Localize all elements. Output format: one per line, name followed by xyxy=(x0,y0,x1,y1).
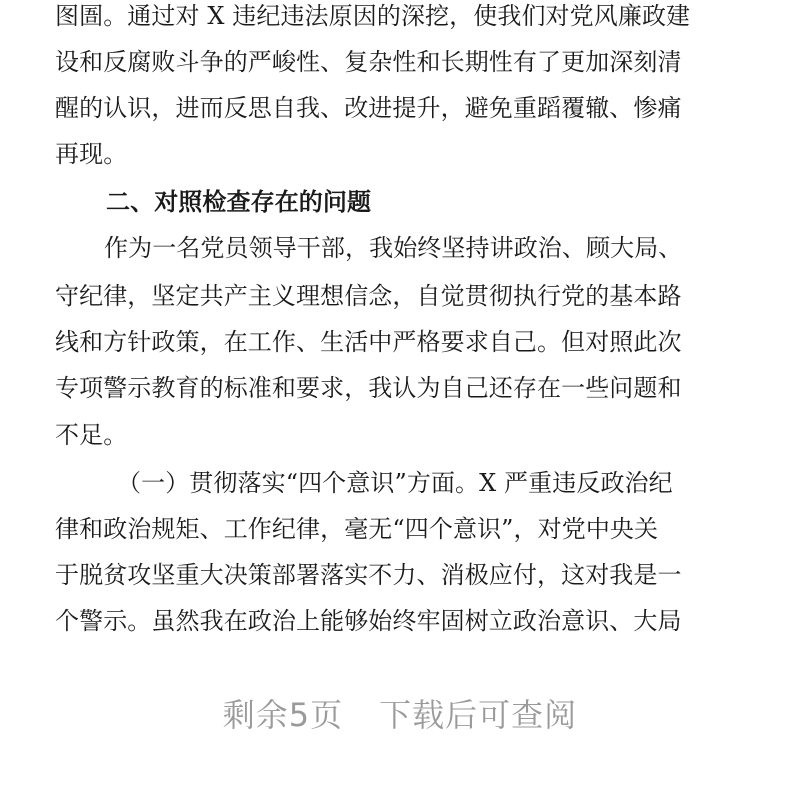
download-prompt-label: 下载后可查阅 xyxy=(379,696,578,734)
text-line xyxy=(0,555,800,595)
heading-text: 二、对照检查存在的问题 xyxy=(106,188,372,216)
line-text: 再现。 xyxy=(55,140,128,168)
line-text: 不足。 xyxy=(55,421,128,449)
text-line xyxy=(0,42,800,82)
line-text: 线和方针政策，在工作、生活中严格要求自己。但对照此次 xyxy=(55,328,682,356)
download-notice[interactable] xyxy=(0,690,800,736)
line-text: 专项警示教育的标准和要求，我认为自己还存在一些问题和 xyxy=(55,374,682,402)
text-line xyxy=(0,322,800,362)
line-text: 图圄。通过对 X 违纪违法原因的深挖，使我们对党风廉政建 xyxy=(55,2,691,30)
text-line xyxy=(0,509,800,549)
line-text: （一）贯彻落实“四个意识”方面。X 严重违反政治纪 xyxy=(117,469,673,497)
line-text: 于脱贫攻坚重大决策部署落实不力、消极应付，这对我是一 xyxy=(55,561,682,589)
remaining-pages-label: 剩余5页 xyxy=(222,696,344,734)
text-line xyxy=(0,0,800,36)
text-line xyxy=(0,601,800,641)
subsection-heading xyxy=(0,463,800,503)
line-text: 律和政治规矩、工作纪律，毫无“四个意识”，对党中央关 xyxy=(55,515,659,543)
text-line xyxy=(0,88,800,128)
line-text: 设和反腐败斗争的严峻性、复杂性和长期性有了更加深刻清 xyxy=(55,48,682,76)
section-heading xyxy=(0,182,800,222)
text-line xyxy=(0,228,800,268)
text-line xyxy=(0,134,800,174)
text-line xyxy=(0,368,800,408)
text-line xyxy=(0,415,800,455)
line-text: 守纪律，坚定共产主义理想信念，自觉贯彻执行党的基本路 xyxy=(55,282,682,310)
line-text: 个警示。虽然我在政治上能够始终牢固树立政治意识、大局 xyxy=(55,607,682,635)
line-text: 醒的认识，进而反思自我、改进提升，避免重蹈覆辙、惨痛 xyxy=(55,94,682,122)
text-line xyxy=(0,276,800,316)
line-text: 作为一名党员领导干部，我始终坚持讲政治、顾大局、 xyxy=(104,234,683,262)
